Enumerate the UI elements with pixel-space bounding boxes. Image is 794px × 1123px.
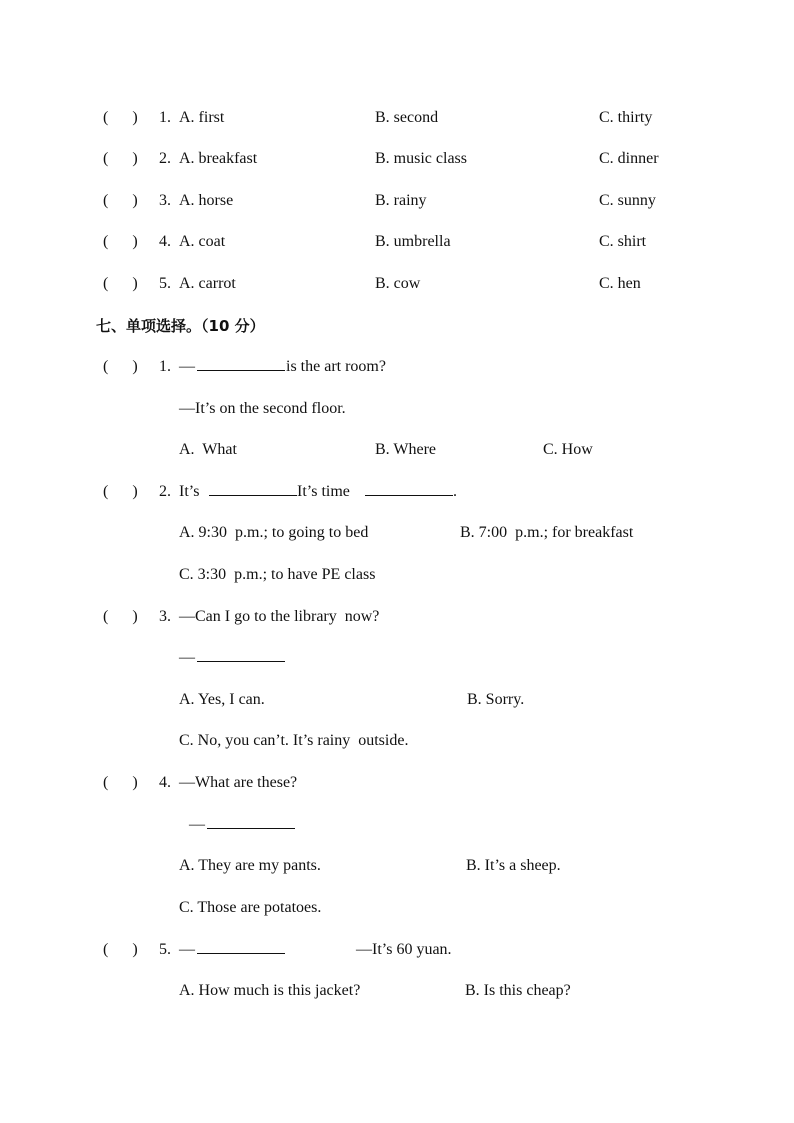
answer-paren[interactable]: ( ): [103, 150, 138, 167]
s7-q3-answer-line: [0, 646, 794, 670]
option-b: B. Is this cheap?: [465, 982, 571, 999]
option-b: B. rainy: [375, 192, 427, 209]
section-7-heading-row: [0, 314, 794, 338]
fill-blank[interactable]: [197, 355, 285, 379]
option-c: C. sunny: [599, 192, 656, 209]
question-number: 1.: [159, 358, 171, 375]
option-b: B. cow: [375, 275, 421, 292]
s7-q3-options-row1: [0, 688, 794, 712]
s7-q4-options-row2: [0, 896, 794, 920]
answer-paren[interactable]: ( ): [103, 192, 138, 209]
question-number: 5.: [159, 275, 171, 292]
s6-question-2: [0, 147, 794, 171]
s7-question-1: [0, 355, 794, 379]
s7-q5-options: [0, 979, 794, 1003]
question-stem: —Can I go to the library now?: [179, 608, 380, 625]
question-number: 4.: [159, 233, 171, 250]
dash: —: [189, 816, 205, 833]
option-b: B. umbrella: [375, 233, 451, 250]
answer-paren[interactable]: ( ): [103, 941, 138, 958]
option-a: A. horse: [179, 192, 234, 209]
dash: —: [179, 358, 195, 375]
question-stem: —What are these?: [179, 774, 298, 791]
option-a: A. breakfast: [179, 150, 258, 167]
question-number: 5.: [159, 941, 171, 958]
answer-paren[interactable]: ( ): [103, 483, 138, 500]
option-c: C. dinner: [599, 150, 659, 167]
stem-end: .: [453, 483, 457, 500]
s7-question-2: [0, 480, 794, 504]
question-number: 1.: [159, 109, 171, 126]
answer-paren[interactable]: ( ): [103, 358, 138, 375]
s7-q4-answer-line: [0, 813, 794, 837]
s7-q1-options: [0, 438, 794, 462]
s7-question-5: [0, 938, 794, 962]
option-c: C. Those are potatoes.: [179, 899, 322, 916]
answer-paren[interactable]: ( ): [103, 275, 138, 292]
option-a: A. Yes, I can.: [179, 691, 265, 708]
s7-question-4: [0, 771, 794, 795]
s6-question-3: [0, 189, 794, 213]
s6-question-4: [0, 230, 794, 254]
dash: —: [179, 941, 195, 958]
s6-question-5: [0, 272, 794, 296]
answer-paren[interactable]: ( ): [103, 774, 138, 791]
s7-q1-reply: [0, 397, 794, 421]
fill-blank[interactable]: [197, 938, 285, 962]
s7-q2-options-row2: [0, 563, 794, 587]
option-a: A. coat: [179, 233, 226, 250]
s7-q2-options-row1: [0, 521, 794, 545]
fill-blank[interactable]: [365, 480, 453, 504]
stem-start: It’s: [179, 483, 204, 500]
fill-blank[interactable]: [209, 480, 297, 504]
option-b: B. It’s a sheep.: [466, 857, 561, 874]
dash: —: [179, 649, 195, 666]
option-a: A. They are my pants.: [179, 857, 321, 874]
option-c: C. shirt: [599, 233, 647, 250]
question-stem: is the art room?: [286, 358, 386, 375]
option-a: A. What: [179, 441, 237, 458]
reply-text: —It’s on the second floor.: [179, 400, 346, 417]
option-a: A. 9:30 p.m.; to going to bed: [179, 524, 369, 541]
option-b: B. Where: [375, 441, 437, 458]
option-c: C. How: [543, 441, 593, 458]
question-number: 3.: [159, 192, 171, 209]
option-c: C. thirty: [599, 109, 653, 126]
option-b: B. Sorry.: [467, 691, 525, 708]
fill-blank[interactable]: [197, 646, 285, 670]
option-c: C. hen: [599, 275, 641, 292]
s7-question-3: [0, 605, 794, 629]
option-b: B. 7:00 p.m.; for breakfast: [460, 524, 634, 541]
option-a: A. first: [179, 109, 225, 126]
stem-middle: It’s time: [297, 483, 354, 500]
option-c: C. 3:30 p.m.; to have PE class: [179, 566, 376, 583]
question-number: 4.: [159, 774, 171, 791]
question-number: 3.: [159, 608, 171, 625]
option-b: B. second: [375, 109, 439, 126]
option-c: C. No, you can’t. It’s rainy outside.: [179, 732, 409, 749]
fill-blank[interactable]: [207, 813, 295, 837]
option-b: B. music class: [375, 150, 467, 167]
reply-text: —It’s 60 yuan.: [356, 941, 452, 958]
s7-q4-options-row1: [0, 854, 794, 878]
answer-paren[interactable]: ( ): [103, 109, 138, 126]
option-a: A. carrot: [179, 275, 236, 292]
answer-paren[interactable]: ( ): [103, 608, 138, 625]
option-a: A. How much is this jacket?: [179, 982, 361, 999]
answer-paren[interactable]: ( ): [103, 233, 138, 250]
s7-q3-options-row2: [0, 729, 794, 753]
question-number: 2.: [159, 483, 171, 500]
question-number: 2.: [159, 150, 171, 167]
s6-question-1: [0, 106, 794, 130]
section-heading: 七、单项选择。（10 分）: [96, 317, 265, 335]
